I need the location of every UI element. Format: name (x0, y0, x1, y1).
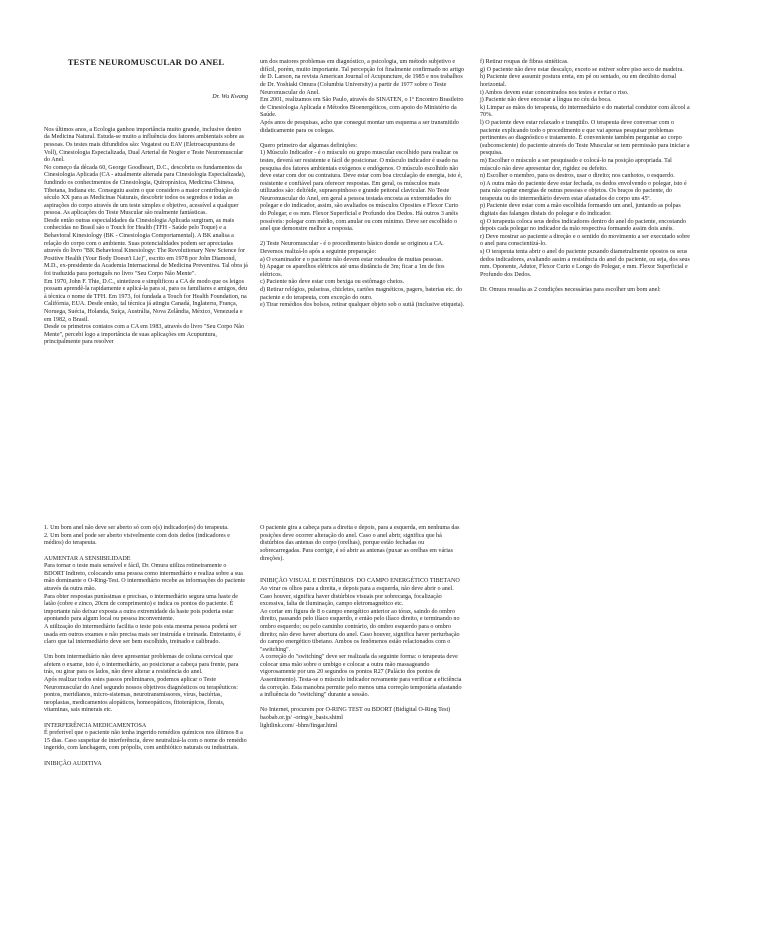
paragraph-gap (44, 647, 248, 655)
paragraph: n) Escolher o membro, para os destros, usar o direito; nos canhotos, o esquerdo. (480, 173, 675, 180)
paragraph: l) O paciente deve estar relaxado e tranqüilo. O terapeuta deve conversar com o paciente explicando todo o procedimento e que vai apenas pesquisar problemas pertinentes ao diagnóstico e tratamento. É conveniente também perguntar ao corpo (subconsciente) do paciente através do Teste Muscular se tem permissão para iniciar a pesquisa. (480, 119, 692, 157)
paragraph: Para tornar o teste mais sensível e fácil, Dr. Omura utiliza rotineiramente o BDORT Indireto, colocando uma pessoa como intermediário e realiza sobre a sua mão dominante o O-Ring-Test. O intermediário recebe as informações do paciente através da outra mão. (44, 563, 247, 592)
paragraph: Quero primeiro dar algumas definições: (260, 142, 358, 149)
paragraph: INIBIÇÃO VISUAL E DISTÚRBIOS DO CAMPO ENERGÉTICO TIBETANO (260, 578, 460, 585)
paragraph: É preferível que o paciente não tenha ingerido remédios químicos nos últimos 8 a 15 dias. Caso suspeitar de interferência, deve neutralizá-la com o nome do remédio ingerido, com lanchagem, com própolis, com antibiótico naturais ou industriais. (44, 730, 249, 752)
column-5-body (260, 525, 465, 730)
paragraph: d) Retirar relógios, pulseiras, chicletes, cartões magnéticos, pagers, baterias etc. do paciente e do terapeuta, com exceção do ouro. (260, 287, 464, 301)
paragraph: j) Paciente não deve encostar a língua no céu da boca. (480, 97, 612, 104)
paragraph: o) A outra mão do paciente deve estar fechada, os dedos envolvendo o polegar, isto é para não captar energias de outras pessoas e objetos. Os braços do paciente, do terapeuta ou do intermediário devem estar afastados do corpo uns 45º. (480, 180, 689, 202)
paragraph: No começo da década 60, George Goodheart, D.C., descobriu os fundamentos da Cinesiologia Aplicada (CA - atualmente alterada para Cinesiologia Especializada), fundindo os conhecimentos de Cinesiologia, Quiropráxica, Medicina Chinesa, Tibetana, Indiana etc. Conseguiu assim o que considero a maior contribuição do século XX para as Medicinas Naturais, descobrir todos os segredos e todas as aspirações do corpo através de um teste simples e objetivo, acessível a qualquer pessoa. As aplicações do Teste Muscular são realmente fantásticas. (44, 164, 247, 217)
paragraph: Ao cortar em figura de 8 o campo energético anterior ao tórax, saindo do ombro direito, passando pelo ilíaco esquerdo, e então pelo ilíaco direito, e terminando no ombro esquerdo; ou pelo caminho contrário, do ombro esquerdo para o ombro direito; não deve haver abertura do anel. Caso houver, significa haver perturbação do campo energético tibetano. Ambos os fenômenos estão relacionados com o "switching". (260, 608, 462, 653)
paragraph: p) Paciente deve estar com a mão escolhida formando um anel, juntando as polpas digitais das falanges distais do polegar e do indicador. (480, 203, 683, 218)
column-4 (44, 510, 248, 783)
column-1-body (44, 127, 248, 347)
paragraph: m) Escolher o músculo a ser pesquisado e colocá-lo na posição apropriada. Tal músculo não deve apresentar dor, rigidez ou defeito. (480, 157, 674, 172)
paragraph-gap (260, 135, 465, 143)
paragraph: A utilização do intermediário facilita o teste pois esta mesma pessoa poderá ser usada em outros exames e não precisa mais ser instruída e treinada. Entretanto, é claro que tal intermediário deve ser bem escolhido, treinado e calibrado. (44, 623, 243, 646)
paragraph: um dos maiores problemas em diagnóstico, a psicologia, um método subjetivo e difícil, porém, muito importante. Tal percepção foi finalmente confirmado no artigo de D. Larson, na revista American Journal of Acupuncture, de 1985 e nos trabalhos de Dr. Yoshiaki Omura (Columbia University) a partir de 1977 sobre o Teste Neuromuscular do Anel. (260, 59, 466, 96)
paragraph: i) Ambos devem estar concentrados nos testes e evitar o riso. (480, 89, 629, 96)
paragraph: Em 2001, realizamos em São Paulo, através do SINATEN, o 1º Encontro Brasileiro de Cinesiologia Aplicada e Métodos Bioenergéticos, com apoio do Ministério da Saúde. (260, 97, 465, 119)
column-2 (260, 44, 465, 325)
column-1 (44, 44, 248, 362)
paragraph-gap (44, 753, 248, 761)
paragraph: g) O paciente não deve estar descalço, exceto se estiver sobre piso seco de madeira. (480, 66, 684, 73)
paragraph: lightlink.com/ -bhm/fingar.html (260, 722, 338, 729)
paragraph: 1) Músculo Indicador - é o músculo ou grupo muscular escolhido para realizar os testes, deverá ser resistente e fácil de posicionar. O músculo indicador é usado na pesquisa dos fatores ambientais exógenos e endógenos. O músculo escolhido não deve estar com dor ou contratura. Deve estar com boa circulação de energia, isto é, resistente e confiável para oferecer respostas. Em geral, os músculos mais utilizados são: deltóide, supraespinhoso e grande peitoral clavicular. No Teste Neuromuscular do Anel, em geral a pessoa testada encosta as extremidades do polegar e do indicador, assim, são avaliados os músculos Oposites e Flexor Curto do Polegar, e os mm. Flexor Superficial e Profundo dos Dedos. Há outros 3 anéis possíveis: polegar com médio, com anular ou com mínimo. Deve ser escolhido o anel que demonstre melhor a resposta. (260, 150, 464, 233)
paragraph-gap (44, 715, 248, 723)
paragraph: a) O examinador e o paciente não devem estar rodeados de muitas pessoas. (260, 256, 443, 263)
paragraph-gap (480, 279, 690, 287)
paragraph: No Internet, procurem por O-RING TEST ou BDORT (Bidigital O-Ring Test) (260, 707, 451, 714)
paragraph: 2) Teste Neuromuscular - é o procedimento básico donde se originou a CA. Devemos realizá-lo após a seguinte preparação: (260, 241, 446, 256)
paragraph: Para obter respostas puníssimas e precisas, o intermediário segura uma haste de latão (cobre e zinco, 20cm de comprimento) e indica os pontos do paciente. É importante não deixar exposta a outra extremidade da haste pois poderia estar apontando para algum local ou pessoa inconveniente. (44, 593, 240, 623)
paragraph-gap (44, 548, 248, 556)
author-line: Dr. Wu Kwang (212, 93, 248, 100)
paragraph: r) Deve mostrar ao paciente a direção e o sentido do movimento a ser executado sobre o anel para conscientizá-lo. (480, 233, 692, 248)
paragraph: s) O terapeuta tenta abrir o anel do paciente puxando diametralmente opostos os seus dedos indicadores, avaliando assim a resistência do anel do paciente, ou seja, dos seus mm. Oponente, Adutor, Flexor Curto e Longo do Polegar, e mm. Flexor Superficial e Profundo dos Dedos. (480, 249, 692, 278)
paragraph: Desde os primeiros contatos com a CA em 1983, através do livro "Seu Corpo Não Mente", percebi logo a importância de suas aplicações em Acupuntura, principalmente para resolver (44, 324, 246, 346)
paragraph: Após realizar todos estes passos preliminares, podemos aplicar o Teste Neuromuscular do Anel segundo nossos objetivos diagnósticos ou terapêuticos: pontos, meridianos, micro-sistemas, neurotransmissores, vírus, bactérias, neoplasias, medicamentos alopáticos, homeopáticos, fitoterápicos, florais, vitaminas, sais minerais etc. (44, 677, 240, 714)
paragraph: k) Limpar as mãos do terapeuta, do intermediário e do material condutor com álcool a 70%. (480, 104, 692, 119)
paragraph: Após anos de pesquisas, acho que consegui montar um esquema a ser transmitido didaticamente para os colegas. (260, 119, 461, 134)
paragraph: f) Retirar roupas de fibras sintéticas. (480, 59, 569, 66)
paragraph: q) O terapeuta coloca seus dedos indicadores dentro do anel do paciente, encostando depois cada polegar no indicador da mão respectiva formando assim dois anéis. (480, 218, 688, 233)
paragraph: 1. Um bom anel não deve ser aberto só com o(s) indicador(es) do terapeuta. (44, 525, 229, 532)
paragraph: h) Paciente deve assumir postura ereta, em pé ou sentado, ou em decúbito dorsal horizontal. (480, 74, 678, 88)
paragraph: INIBIÇÃO AUDITIVA (44, 760, 102, 767)
paragraph: baobab.or.jp/ -oring/e_basis.shtml (260, 715, 343, 722)
paragraph: INTERFERÊNCIA MEDICAMENTOSA (44, 722, 147, 729)
paragraph: Dr. Omura ressalta as 2 condições necessárias para escolher um bom anel: (480, 287, 661, 293)
column-2-body (260, 59, 465, 310)
paragraph: Ao virar os olhos para a direita, e depois para a esquerda, não deve abrir o anel. Caso houver, significa haver distúrbios visuais por sobrecarga, focalização excessiva, falta de iluminação, campo eletromagnético etc. (260, 585, 456, 608)
paragraph: Um bom intermediário não deve apresentar problemas de coluna cervical que afetem o exame, isto é, o intermediário, ao posicionar a cabeça para frente, para trás, ou girar para os lados, não deve alterar a resistência do anel. (44, 654, 240, 676)
paragraph: e) Tirar remédios dos bolsos, retirar qualquer objeto sob o sutiã (inclusive etiqueta). (260, 302, 465, 309)
paragraph: AUMENTAR A SENSIBILIDADE (44, 555, 131, 562)
paragraph: Desde então outras especialidades da Cinesiologia Aplicada surgiram, as mais conhecidas no Brasil são o Touch for Health (TFH - Saúde pelo Toque) e a Behavioral Kinesiology (BK - Cinesiologia Comportamental). A BK analisa a relação do corpo com o ambiente. Suas potencialidades podem ser apreciadas através do livro "BK Behavioral Kinesiology: The Revolutionary New Science for Positive Health (Your Body Doesn't Lie)", escrito em 1978 por John Diamond, M.D., ex-presidente da Academia Internacional de Medicina Preventiva. Tal obra já foi traduzida para português no livro "Seu Corpo Não Mente". (44, 217, 250, 278)
paragraph-gap (260, 563, 465, 571)
paragraph: A correção do "switching" deve ser realizada da seguinte forma: o terapeuta deve colocar uma mão sobre o umbigo e colocar a outra mão massageando vigorosamente por uns 20 segundos os pontos R27 (Palácio dos pontos de Assentimento). Testa-se o músculo indicador novamente para verificar a eficiência da correção. Esta manobra permite pelo menos uma correção temporária afastando a influência do "switching" durante a sessão. (260, 654, 464, 699)
paragraph: 2. Um bom anel pode ser aberto visivelmente com dois dedos (indicadores e médios) do terapeuta. (44, 532, 232, 547)
paragraph: c) Paciente não deve estar com bexiga ou estômago cheios. (260, 279, 405, 286)
paragraph: Nos últimos anos, a Ecologia ganhou importância muito grande, inclusive dentro da Medicina Natural. Estuda-se muito a influência dos fatores ambientais sobre as pessoas. Os testes mais difundidos são: Vegatest ou EAV (Eletroacupuntura de Voll), Cinesiologia Especializada, Dual Arterial de Nogier e Teste Neuromuscular do Anel. (44, 126, 246, 164)
column-3 (480, 44, 690, 310)
paragraph: Em 1970, John F. Thie, D.C., sintetizou e simplificou a CA de modo que os leigos possam aprendê-la rapidamente e aplicá-la para si, para os familiares e amigos, deu à técnica o nome de TFH. Em 1973, foi fundada a Touch for Health Foundation, na Califórnia, EUA. Desde então, tal técnica já atingiu Canadá, Inglaterra, França, Noruega, Suécia, Holanda, Suíça, Austrália, Nova Zelândia, México, Venezuela e em 1982, o Brasil. (44, 278, 249, 323)
column-5 (260, 510, 465, 745)
page-title: TESTE NEUROMUSCULAR DO ANEL (67, 57, 225, 68)
column-4-body (44, 525, 248, 768)
column-3-body (480, 59, 690, 294)
paragraph: b) Apagar os aparelhos elétricos até uma distância de 3m; ficar a 1m de fios elétricos. (260, 264, 446, 278)
paragraph: O paciente gira a cabeça para a direita e depois, para a esquerda, em nenhuma das posições deve ocorrer alteração do anel. Caso o anel abrir, significa que há distúrbios das antenas do corpo (orelhas), porque estão fechadas ou sobrecarregadas. Para corrigir, é só abrir as antenas (puxar as orelhas em várias direções). (260, 525, 461, 562)
